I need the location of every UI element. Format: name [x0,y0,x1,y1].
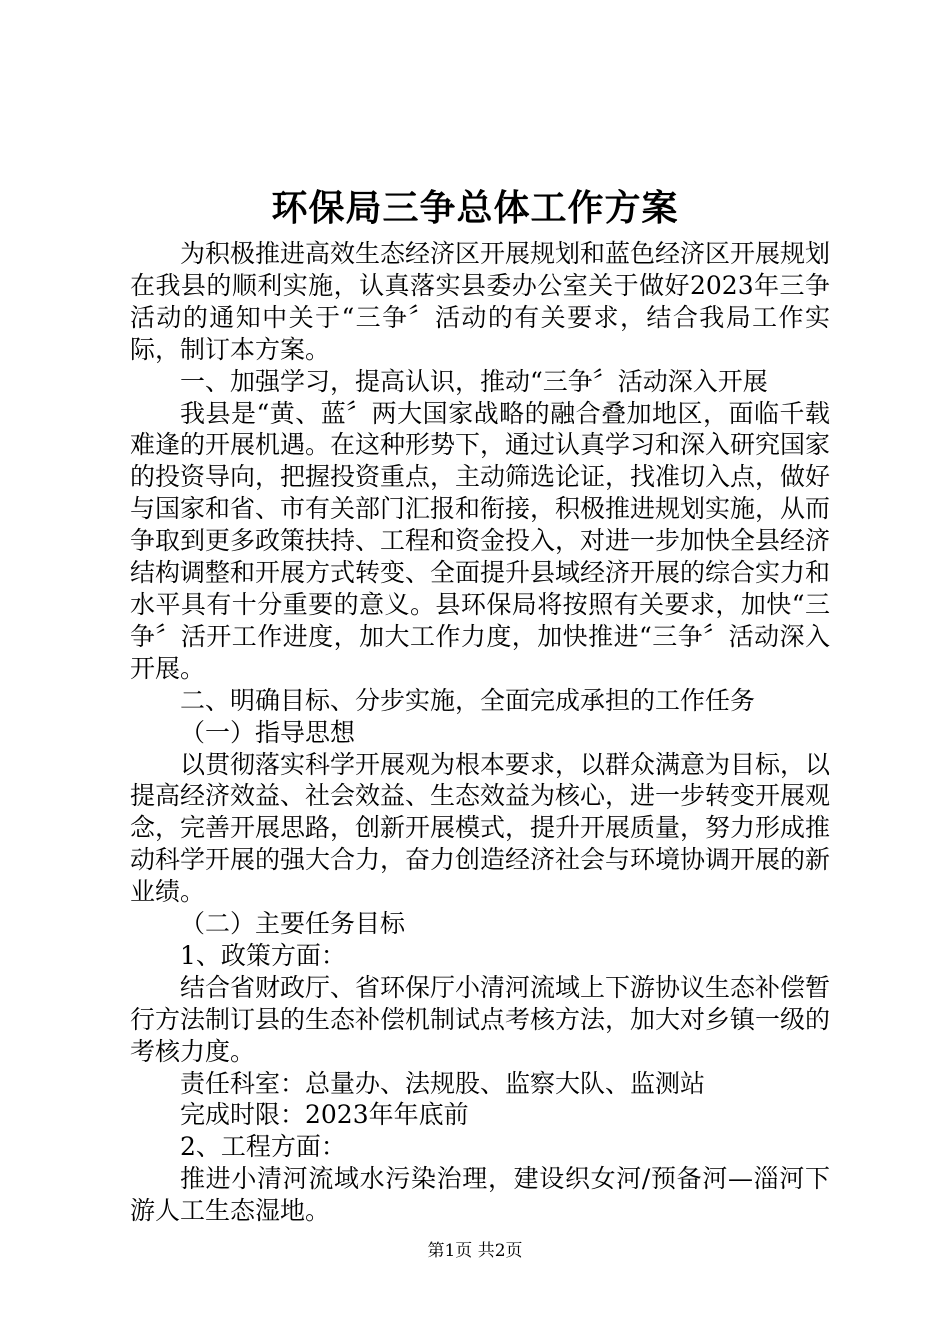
document-body [130,238,830,1227]
page-footer: 第1页 共2页 [427,1241,523,1261]
subsection-heading-guiding-thought: （一）指导思想 [180,717,356,747]
body-paragraph: 结合省财政厅、省环保厅小清河流域上下游协议生态补偿暂行方法制订县的生态补偿机制试点考核方法，加大对乡镇一级的考核力度。 [130,972,831,1066]
section-heading-1: 一、加强学习，提高认识，推动“三争〞活动深入开展 [180,366,768,396]
item-heading-policy: 1、政策方面： [180,940,346,970]
body-paragraph: 推进小清河流域水污染治理，建设织女河/预备河—淄河下游人工生态湿地。 [130,1164,830,1226]
deadline: 完成时限：2023年年底前 [180,1100,469,1130]
responsible-departments: 责任科室：总量办、法规股、监察大队、监测站 [180,1068,706,1098]
intro-paragraph: 为积极推进高效生态经济区开展规划和蓝色经济区开展规划在我县的顺利实施，认真落实县委办公室关于做好2023年三争活动的通知中关于“三争〞活动的有关要求，结合我局工作实际，制订本方案。 [130,239,831,364]
subsection-heading-main-tasks: （二）主要任务目标 [180,909,406,939]
section-heading-2: 二、明确目标、分步实施，全面完成承担的工作任务 [180,685,756,715]
document-title: 环保局三争总体工作方案 [271,187,679,229]
body-paragraph: 我县是“黄、蓝〞两大国家战略的融合叠加地区，面临千载难逢的开展机遇。在这种形势下，通过认真学习和深入研究国家的投资导向，把握投资重点，主动筛选论证，找准切入点，做好与国家和省、市有关部门汇报和衔接，积极推进规划实施，从而争取到更多政策扶持、工程和资金投入，对进一步加快全县经济结构调整和开展方式转变、全面提升县域经济开展的综合实力和水平具有十分重要的意义。县环保局将按照有关要求，加快“三争〞活开工作进度，加大工作力度，加快推进“三争〞活动深入开展。 [130,398,831,683]
body-paragraph: 以贯彻落实科学开展观为根本要求，以群众满意为目标，以提高经济效益、社会效益、生态效益为核心，进一步转变开展观念，完善开展思路，创新开展模式，提升开展质量，努力形成推动科学开展的强大合力，奋力创造经济社会与环境协调开展的新业绩。 [130,749,831,907]
item-heading-engineering: 2、工程方面： [180,1132,346,1162]
